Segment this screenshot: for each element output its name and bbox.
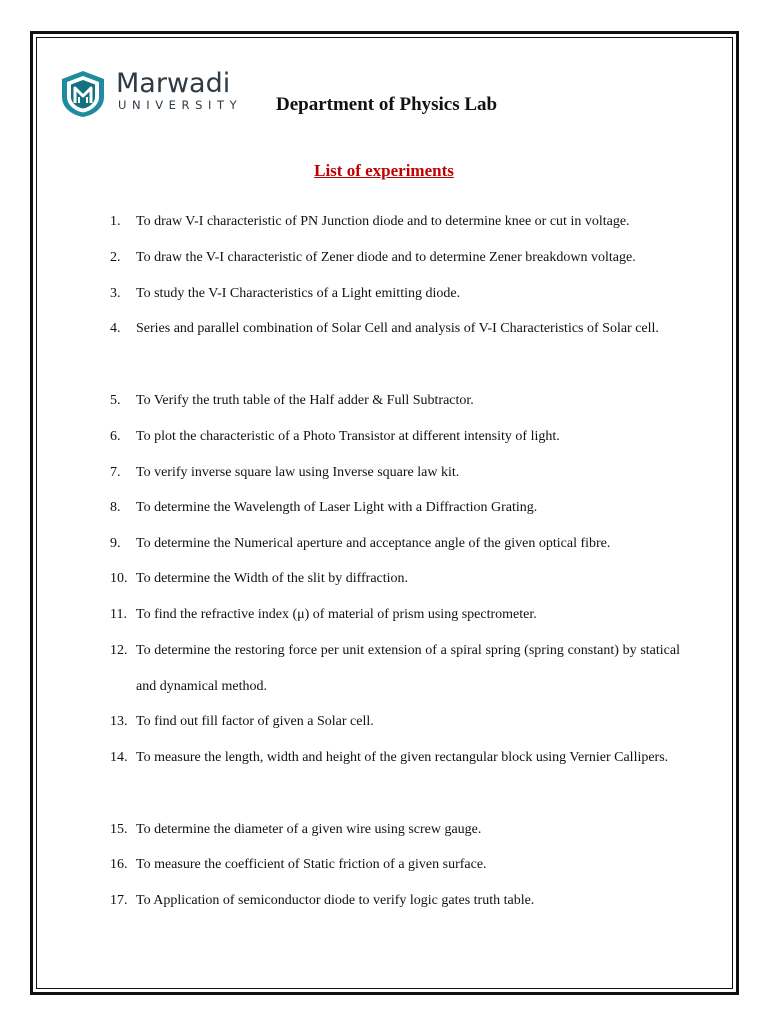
item-number: 1. [110,214,121,229]
item-number: 14. [110,750,128,765]
item-text: To determine the diameter of a given wire using screw gauge. [136,822,482,837]
list-item [110,383,680,419]
item-number: 16. [110,857,128,872]
item-number: 8. [110,500,121,515]
item-number: 7. [110,465,121,480]
item-number: 17. [110,893,128,908]
item-text: To determine the Numerical aperture and acceptance angle of the given optical fibre. [136,536,611,551]
item-text: To determine the Width of the slit by diffraction. [136,571,409,586]
item-number: 10. [110,571,128,586]
list-item [110,455,680,491]
item-text: To study the V-I Characteristics of a Light emitting diode. [136,286,461,301]
item-text: To determine the Wavelength of Laser Light with a Diffraction Grating. [136,500,538,515]
list-item [110,204,680,240]
list-item [110,419,680,455]
list-item [110,490,680,526]
item-number: 12. [110,643,128,658]
item-number: 5. [110,393,121,408]
department-title: Department of Physics Lab [276,94,498,115]
item-number: 9. [110,536,121,551]
list-item [110,311,680,347]
item-text: To plot the characteristic of a Photo Transistor at different intensity of light. [136,429,560,444]
list-item [110,633,680,705]
brand-subtitle: UNIVERSITY [118,98,243,112]
list-item [110,276,680,312]
item-number: 15. [110,822,128,837]
item-number: 4. [110,321,121,336]
list-item [110,240,680,276]
item-text: To Application of semiconductor diode to verify logic gates truth table. [136,893,535,908]
university-logo [60,70,260,120]
item-number: 6. [110,429,121,444]
list-item [110,740,680,776]
item-number: 13. [110,714,128,729]
item-text: Series and parallel combination of Solar Cell and analysis of V-I Characteristics of Solar cell. [136,321,659,336]
list-item [110,597,680,633]
item-text: To measure the length, width and height of the given rectangular block using Vernier Callipers. [136,750,669,765]
item-text: To draw the V-I characteristic of Zener diode and to determine Zener breakdown voltage. [136,250,636,265]
list-title: List of experiments [314,161,454,180]
item-text: To draw V-I characteristic of PN Junction diode and to determine knee or cut in voltage. [136,214,630,229]
list-item [110,812,680,848]
item-text: To measure the coefficient of Static friction of a given surface. [136,857,487,872]
list-item [110,847,680,883]
list-item [110,526,680,562]
university-shield-icon [60,70,106,118]
item-number: 3. [110,286,121,301]
list-item [110,704,680,740]
item-number: 11. [110,607,127,622]
item-text: To find the refractive index (μ) of material of prism using spectrometer. [136,607,537,622]
item-text: To determine the restoring force per unit extension of a spiral spring (spring constant) by statical and dynamical method. [136,643,680,694]
item-text: To verify inverse square law using Inverse square law kit. [136,465,460,480]
item-number: 2. [110,250,121,265]
list-item [110,883,680,919]
item-text: To find out fill factor of given a Solar cell. [136,714,374,729]
list-item [110,561,680,597]
brand-name: Marwadi [116,68,231,99]
item-text: To Verify the truth table of the Half adder & Full Subtractor. [136,393,474,408]
